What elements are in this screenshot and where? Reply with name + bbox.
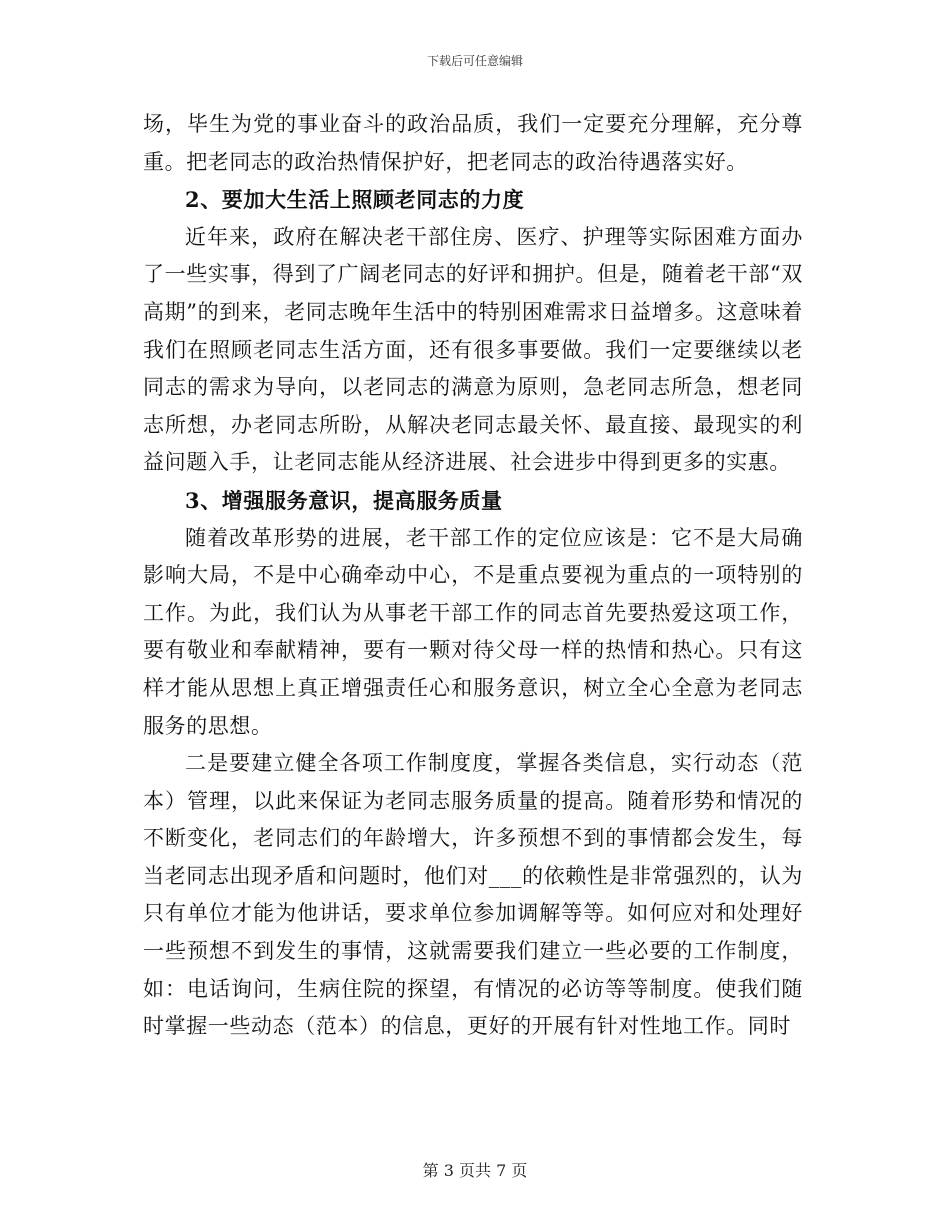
paragraph-work-system: 二是要建立健全各项工作制度度，掌握各类信息，实行动态（范本）管理，以此来保证为老同志服务质量的提高。随着形势和情况的不断变化，老同志们的年龄增大，许多预想不到的事情都会发生，每当老同志出现矛盾和问题时，他们对___的依赖性是非常强烈的，认为只有单位才能为他讲话，要求单位参加调解等等。如何应对和处理好一些预想不到发生的事情，这就需要我们建立一些必要的工作制度，如：电话询问，生病住院的探望，有情况的必访等等制度。使我们随时掌握一些动态（范本）的信息，更好的开展有针对性地工作。同时	[143, 751, 803, 1039]
section-heading-2: 2、要加大生活上照顾老同志的力度	[185, 187, 525, 213]
page-header: 下载后可任意编辑	[426, 54, 523, 68]
paragraph-life-care: 近年来，政府在解决老干部住房、医疗、护理等实际困难方面办了一些实事，得到了广阔老同志的好评和拥护。但是，随着老干部“双高期”的到来，老同志晚年生活中的特别困难需求日益增多。这意味着我们在照顾老同志生活方面，还有很多事要做。我们一定要继续以老同志的需求为导向，以老同志的满意为原则，急老同志所急，想老同志所想，办老同志所盼，从解决老同志最关怀、最直接、最现实的利益问题入手，让老同志能从经济进展、社会进步中得到更多的实惠。	[143, 224, 803, 475]
paragraph-service-awareness: 随着改革形势的进展，老干部工作的定位应该是：它不是大局确影响大局，不是中心确牵动中心，不是重点要视为重点的一项特别的工作。为此，我们认为从事老干部工作的同志首先要热爱这项工作，要有敬业和奉献精神，要有一颗对待父母一样的热情和热心。只有这样才能从思想上真正增强责任心和服务意识，树立全心全意为老同志服务的思想。	[143, 525, 803, 738]
document-body	[143, 106, 803, 1046]
page-footer: 第 3 页共 7 页	[422, 1161, 528, 1180]
section-heading-3: 3、增强服务意识，提高服务质量	[185, 487, 503, 513]
paragraph-continued: 场，毕生为党的事业奋斗的政治品质，我们一定要充分理解，充分尊重。把老同志的政治热情保护好，把老同志的政治待遇落实好。	[143, 112, 803, 174]
